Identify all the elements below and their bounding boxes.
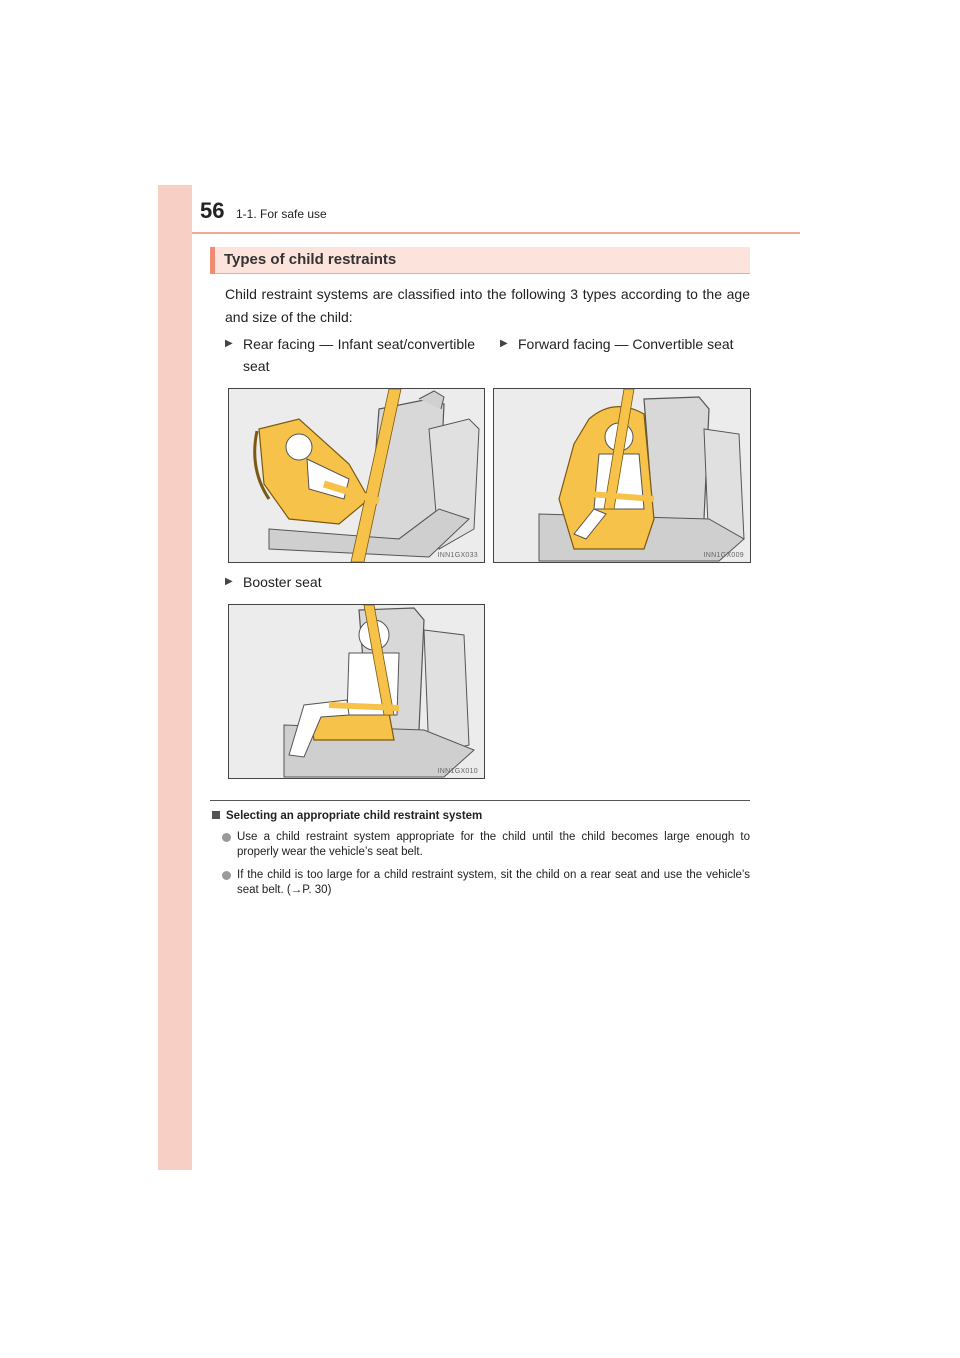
figure-code: INN1GX009 (703, 552, 744, 559)
note-item: Use a child restraint system appropriate for the child until the child becomes large enough to properly wear the vehicle’s seat belt. (222, 830, 750, 860)
triangle-bullet-icon: ▶ (225, 338, 233, 349)
section-title: Types of child restraints (224, 251, 397, 268)
notes-rule (210, 800, 750, 801)
triangle-bullet-icon: ▶ (225, 576, 233, 587)
header-rule (192, 232, 800, 234)
figure-code: INN1GX010 (437, 768, 478, 775)
note-item: If the child is too large for a child restraint system, sit the child on a rear seat and use the vehicle’s seat belt. (→P. 30) (222, 868, 750, 898)
round-bullet-icon (222, 871, 231, 880)
section-title-bar (210, 247, 750, 274)
figure-code: INN1GX033 (437, 552, 478, 559)
figure-forward-facing-seat (493, 388, 751, 563)
side-tab-band (158, 185, 192, 1170)
triangle-bullet-icon: ▶ (500, 338, 508, 349)
figure-rear-facing-seat (228, 388, 485, 563)
square-bullet-icon (212, 811, 220, 819)
type-label-booster-seat: ▶ Booster seat (225, 571, 475, 593)
running-header: 1-1. For safe use (236, 207, 327, 221)
booster-seat-illustration (229, 605, 484, 778)
type-label-forward-facing: ▶ Forward facing — Convertible seat (500, 333, 748, 355)
section-accent-bar (210, 247, 215, 274)
rear-facing-seat-illustration (229, 389, 484, 562)
type-label-rear-facing: ▶ Rear facing — Infant seat/convertible seat (225, 333, 475, 377)
page-number: 56 (200, 198, 225, 223)
intro-paragraph: Child restraint systems are classified into the following 3 types according to the age and size of the child: (225, 286, 750, 325)
forward-facing-seat-illustration (494, 389, 750, 562)
notes-heading: Selecting an appropriate child restraint system (212, 810, 482, 822)
figure-booster-seat (228, 604, 485, 779)
round-bullet-icon (222, 833, 231, 842)
